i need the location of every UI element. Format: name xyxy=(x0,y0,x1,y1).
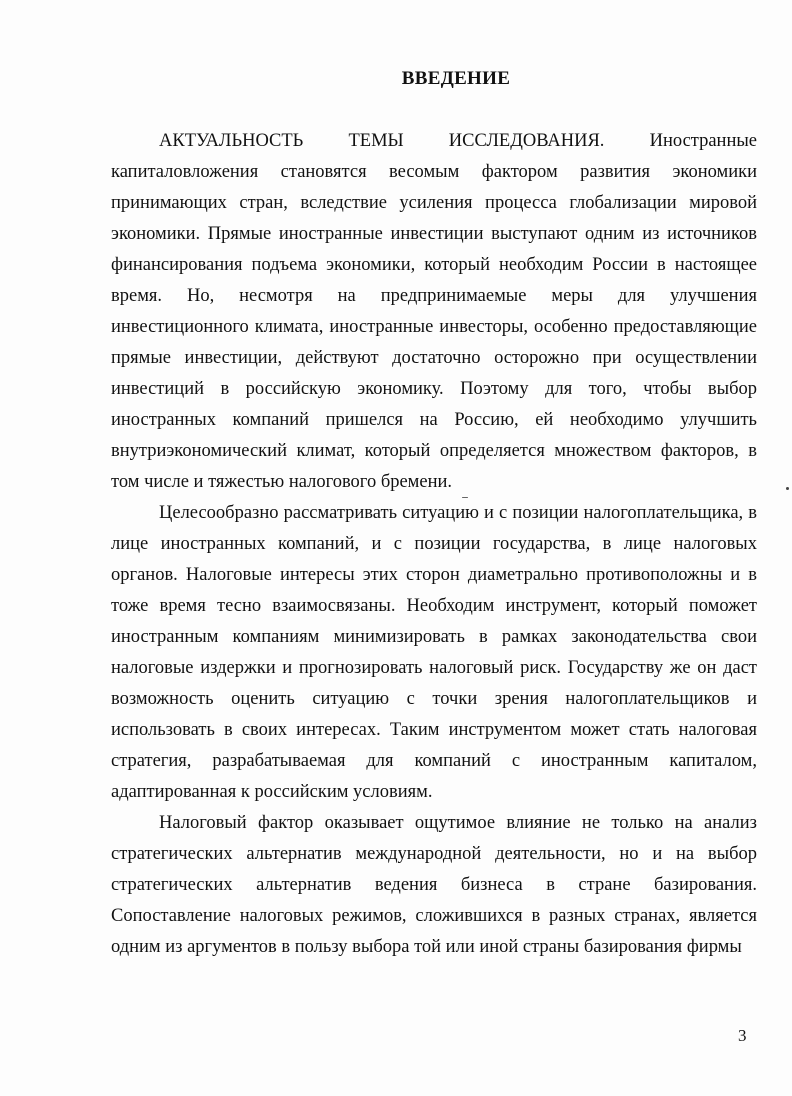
scan-speck xyxy=(462,497,468,498)
page-title: ВВЕДЕНИЕ xyxy=(401,68,511,89)
body-text xyxy=(111,126,757,963)
paragraph-taxpayer-state: Целесообразно рассматривать ситуацию и с позиции налогоплательщика, в лице иностранных компаний, и с позиции государства, в лице налоговых органов. Налоговые интересы этих сторон диаметрально противоположны и в тоже время тесно взаимосвязаны. Необходим инструмент, который поможет иностранным компаниям минимизировать в рамках законодательства свои налоговые издержки и прогнозировать налоговый риск. Государству же он даст возможность оценить ситуацию с точки зрения налогоплательщиков и использовать в своих интересах. Таким инструментом может стать налоговая стратегия, разрабатываемая для компаний с иностранным капиталом, адаптированная к российским условиям. xyxy=(111,503,757,802)
scan-speck xyxy=(786,487,789,490)
paragraph-tax-factor: Налоговый фактор оказывает ощутимое влияние не только на анализ стратегических альтернатив международной деятельности, но и на выбор стратегических альтернатив ведения бизнеса в стране базирования. Сопоставление налоговых режимов, сложившихся в разных странах, является одним из аргументов в пользу выбора той или иной страны базирования фирмы xyxy=(111,813,757,957)
paragraph-relevance: АКТУАЛЬНОСТЬ ТЕМЫ ИССЛЕДОВАНИЯ. Иностранные капиталовложения становятся весомым фактором развития экономики принимающих стран, вследствие усиления процесса глобализации мировой экономики. Прямые иностранные инвестиции выступают одним из источников финансирования подъема экономики, который необходим России в настоящее время. Но, несмотря на предпринимаемые меры для улучшения инвестиционного климата, иностранные инвесторы, особенно предоставляющие прямые инвестиции, действуют достаточно осторожно при осуществлении инвестиций в российскую экономику. Поэтому для того, чтобы выбор иностранных компаний пришелся на Россию, ей необходимо улучшить внутриэкономический климат, который определяется множеством факторов, в том числе и тяжестью налогового бремени. xyxy=(111,131,757,492)
page-number: 3 xyxy=(738,1026,747,1045)
